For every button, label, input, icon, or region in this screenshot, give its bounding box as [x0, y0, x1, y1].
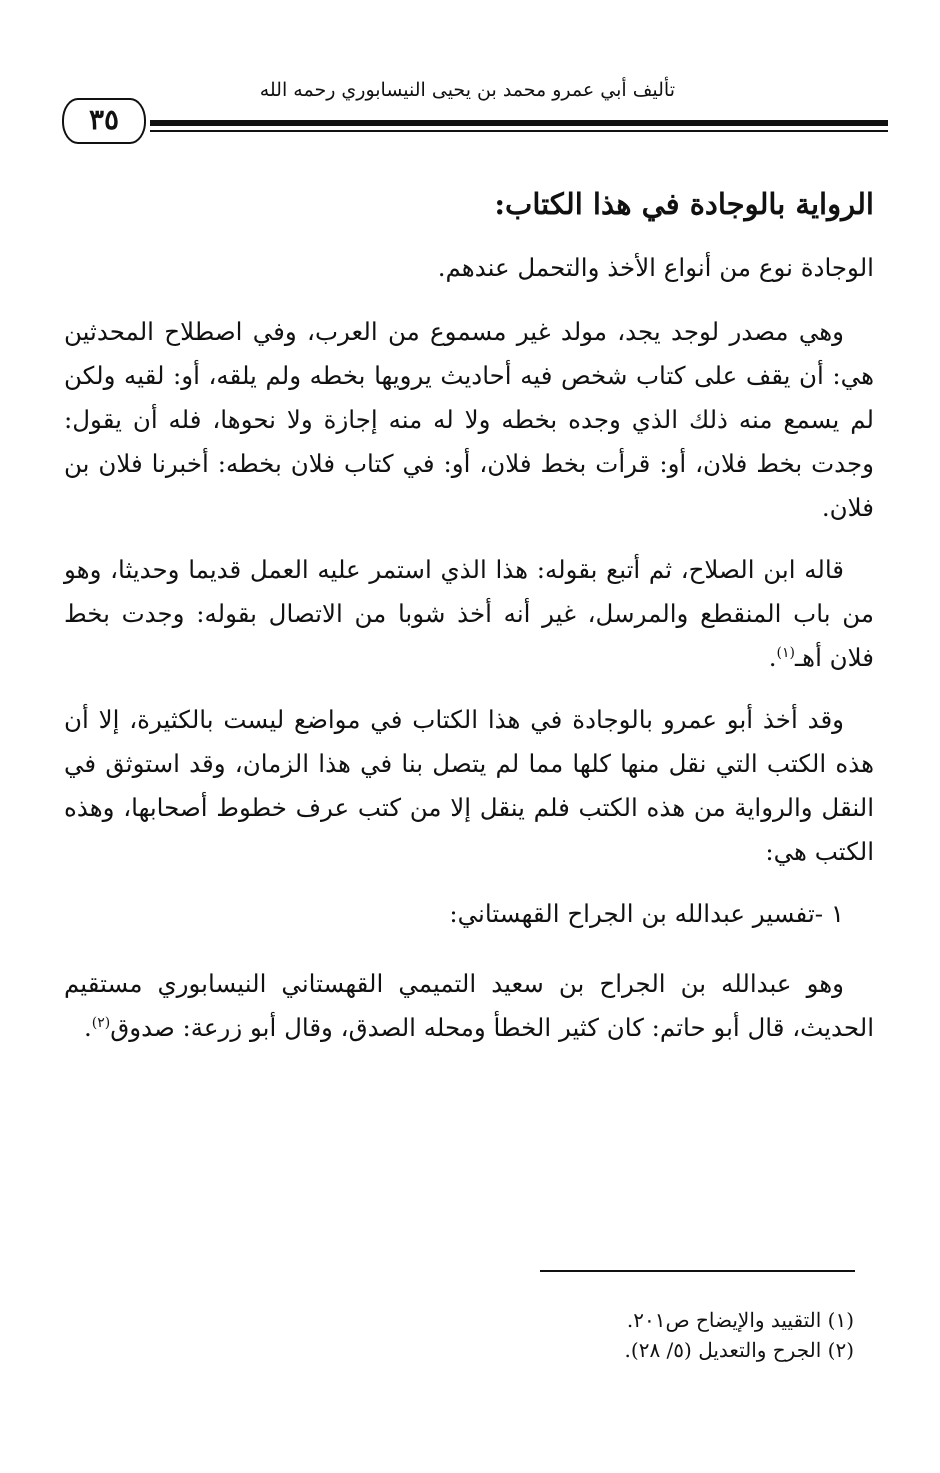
header-rule-thin: [150, 130, 888, 132]
footnote-ref-1[interactable]: (١): [776, 644, 795, 661]
paragraph-abdullah-text: وهو عبدالله بن الجراح بن سعيد التميمي القهستاني النيسابوري مستقيم الحديث، قال أبو حاتم: كان كثير الخطأ ومحله الصدق، وقال أبو زرعة: صدوق: [64, 969, 874, 1042]
footnote-divider: [540, 1270, 855, 1272]
paragraph-end-mark: .: [768, 643, 777, 672]
page-number: ٣٥: [62, 98, 146, 144]
paragraph-abdullah: [64, 962, 874, 1050]
paragraph-abu-amr: وقد أخذ أبو عمرو بالوجادة في هذا الكتاب في مواضع ليست بالكثيرة، إلا أن هذه الكتب التي نقل منها كلها مما لم يتصل بنا في هذا الزمان، وقد استوثق في النقل والرواية من هذه الكتب فلم ينقل إلا من كتب عرف خطوط أصحابها، وهذه الكتب هي:: [64, 705, 874, 866]
list-item-1-title: ١ -تفسير عبدالله بن الجراح القهستاني:: [449, 899, 844, 928]
footnote-1: (١) التقييد والإيضاح ص٢٠١.: [626, 1308, 854, 1332]
footnotes: [625, 1305, 854, 1365]
paragraph-ibn-salah-text: قاله ابن الصلاح، ثم أتبع بقوله: هذا الذي استمر عليه العمل قديما وحديثا، وهو من باب المنقطع والمرسل، غير أنه أخذ شوبا من الاتصال بقوله: وجدت بخط فلان أهـ: [64, 555, 874, 672]
paragraph-definition: وهي مصدر لوجد يجد، مولد غير مسموع من العرب، وفي اصطلاح المحدثين هي: أن يقف على كتاب شخص فيه أحاديث يرويها بخطه ولم يلقه، أو: لقيه ولكن لم يسمع منه ذلك الذي وجده بخطه ولا له منه إجازة ولا نحوها، فله أن يقول: وجدت بخط فلان، أو: قرأت بخط فلان، أو: في كتاب فلان بخطه: أخبرنا فلان بن فلان.: [64, 317, 874, 522]
footnote-ref-2[interactable]: (٢): [91, 1014, 111, 1031]
paragraph-end-mark: .: [83, 1013, 92, 1042]
section-heading: الرواية بالوجادة في هذا الكتاب:: [494, 187, 874, 221]
page-body: [64, 168, 874, 1068]
paragraph-definition-intro: الوجادة نوع من أنواع الأخذ والتحمل عندهم.: [437, 253, 874, 282]
header-rule: [150, 120, 888, 126]
footnote-2: (٢) الجرح والتعديل (٥/ ٢٨).: [624, 1338, 854, 1362]
running-header: تأليف أبي عمرو محمد بن يحيى النيسابوري رحمه الله: [259, 79, 675, 101]
paragraph-ibn-salah: [64, 548, 874, 680]
